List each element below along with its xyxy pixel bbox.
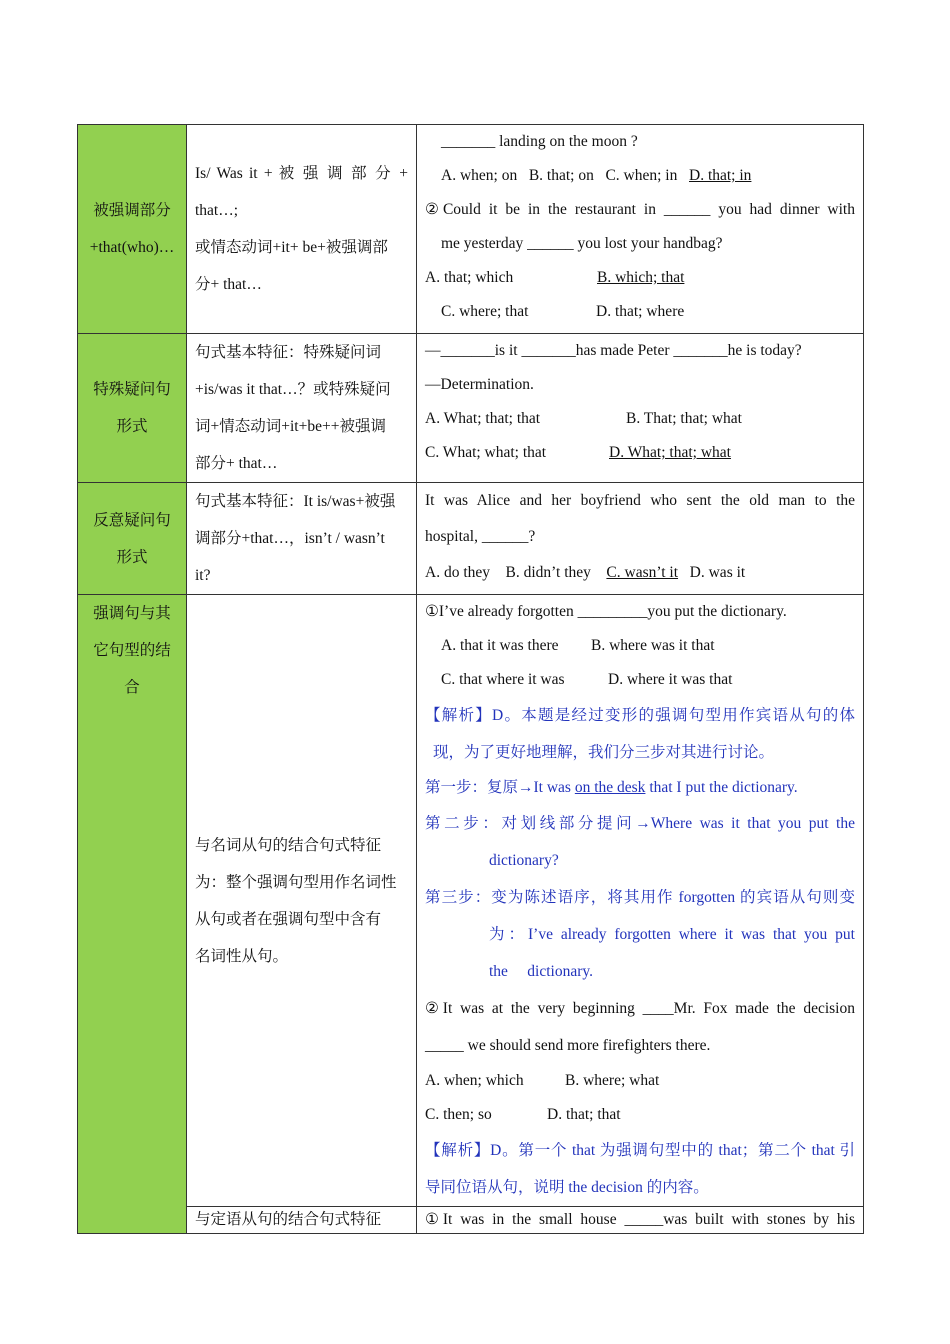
answer-option: C. wasn’t it bbox=[606, 564, 679, 581]
category-cell bbox=[78, 334, 187, 483]
table-row bbox=[78, 334, 864, 483]
description-cell bbox=[187, 334, 417, 483]
example-cell bbox=[417, 1207, 864, 1234]
answer-option: B. which; that bbox=[597, 269, 685, 286]
answer-option: D. What; that; what bbox=[609, 444, 731, 461]
example-cell bbox=[417, 483, 864, 595]
grammar-table bbox=[77, 124, 864, 1234]
analysis: 【解析】D。本题是经过变形的强调句型用作宾语从句的体 bbox=[425, 707, 855, 724]
table-row bbox=[78, 483, 864, 595]
category-label: 反意疑问句 形式 bbox=[93, 511, 171, 566]
example: —_______is it _______has made Peter _______he is today? —Determination. A. What; that; that B. That; that; what C. What; what; that D. What; that; what bbox=[425, 342, 802, 461]
description: 与名词从句的结合句式特征 为：整个强调句型用作名词性 从句或者在强调句型中含有 名词性从句。 bbox=[195, 836, 397, 965]
description-cell bbox=[187, 483, 417, 595]
category-cell bbox=[78, 125, 187, 334]
example-cell bbox=[417, 125, 864, 334]
category-label: 特殊疑问句 形式 bbox=[93, 381, 171, 435]
description: 句式基本特征：It is/was+被强 调部分+that…，isn’t / wasn’t it? bbox=[195, 493, 396, 584]
description-cell bbox=[187, 125, 417, 334]
analysis: 【解析】D。第一个 that 为强调句型中的 that；第二个 that 引 bbox=[425, 1142, 855, 1159]
example-cell bbox=[417, 595, 864, 1207]
example: It was Alice and her boyfriend who sent the old man to the hospital, ______? A. do they B. didn’t they C. wasn’t it D. was it bbox=[425, 492, 855, 581]
category-label: 被强调部分 +that(who)… bbox=[89, 202, 175, 256]
example: ①It was in the small house _____was built with stones by his bbox=[425, 1211, 855, 1228]
table-row bbox=[78, 1207, 864, 1234]
description: 句式基本特征：特殊疑问词 +is/was it that…？或特殊疑问 词+情态动词+it+be++被强调 部分+ that… bbox=[195, 344, 391, 472]
table-row bbox=[78, 595, 864, 1207]
category-cell bbox=[78, 595, 187, 1234]
category-label: 强调句与其 它句型的结 合 bbox=[93, 605, 171, 696]
example-cell bbox=[417, 334, 864, 483]
options-line: A. when; on B. that; on C. when; in D. that; in bbox=[441, 167, 752, 184]
table-row bbox=[78, 125, 864, 334]
description: Is/ Was it + 被 强 调 部 分 + that…; 或情态动词+it+ be+被强调部 分+ that… bbox=[195, 165, 408, 293]
description-cell bbox=[187, 595, 417, 1207]
description: 与定语从句的结合句式特征 bbox=[195, 1211, 382, 1228]
description-cell bbox=[187, 1207, 417, 1234]
example: _______ landing on the moon ? A. when; on B. that; on C. when; in D. that; in ②Could it be in the restaurant in ______ you had dinner with me yesterday ______ you lost your handbag? A. that; which B. which; that C. where; that D. that; where bbox=[425, 133, 855, 320]
example: ①I’ve already forgotten _________you put the dictionary. A. that it was there B. where was it that C. that where it was D. where it was that 【解析】D。本题是经过变形的强调句型用作宾语从句的体 现，为了更好地理解，我们分三步对其进行讨论。 第一步：复原→It was on the desk that I put the dictionary. 第二步：对划线部分提问→Where was it that you put the dictionary? 第三步：变为陈述语序，将其用作 forgotten 的宾语从句则变 为：I’ve already forgotten where it was that you put the dictionary. ②It was at the very beginning ____Mr. Fox made the decision _____ we should send more firefighters there. A. when; which B. where; what C. then; so D. that; that 【解析】D。第一个 that 为强调句型中的 that；第二个 that 引 导同位语从句，说明 the decision 的内容。 bbox=[425, 603, 855, 1196]
answer-option: D. that; in bbox=[689, 167, 752, 184]
category-cell bbox=[78, 483, 187, 595]
